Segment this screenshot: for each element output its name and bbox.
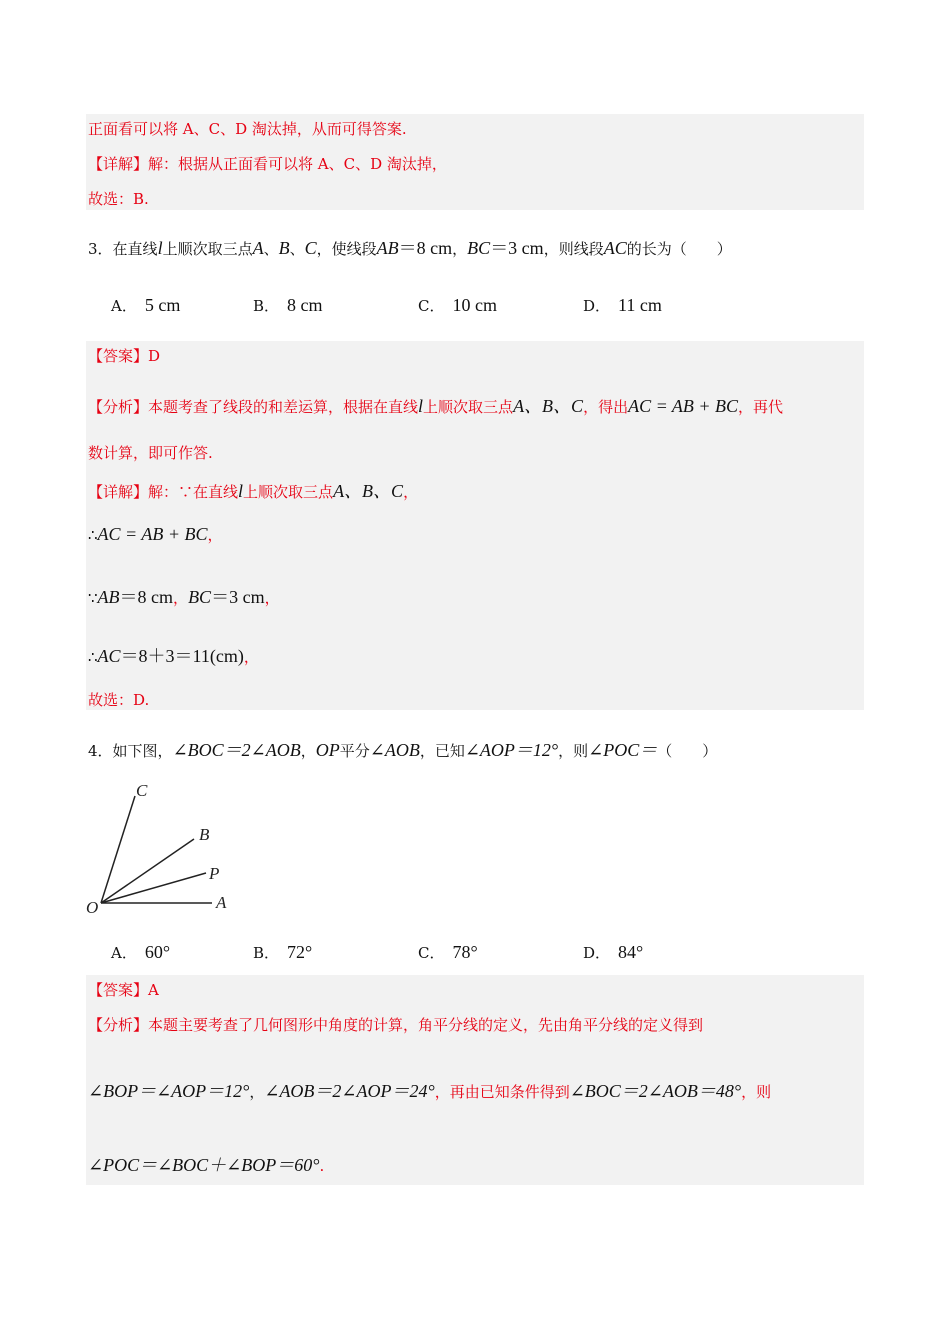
- q3-stem-a: 在直线: [112, 240, 158, 258]
- q4-f4: ∠AOP＝12°: [464, 740, 559, 760]
- q3-detail-c: ，: [403, 483, 419, 501]
- q3-detail-1: [88, 477, 418, 503]
- q3-step3-ac: AC: [97, 646, 121, 666]
- q3-step2-sep: ，: [173, 589, 189, 607]
- therefore-symbol: ∴: [88, 526, 98, 544]
- q4-sep1: ，: [300, 742, 316, 760]
- q3-option-b[interactable]: [253, 295, 323, 316]
- option-label: A．: [111, 944, 137, 962]
- q3-bc: BC: [467, 238, 491, 258]
- option-label: B．: [253, 944, 280, 962]
- q3-analysis-l: l: [418, 396, 424, 416]
- q4-analysis-2: [88, 1077, 771, 1103]
- label-o: O: [86, 898, 99, 917]
- q3-step1-formula: AC = AB + BC: [97, 524, 208, 544]
- option-value: 84°: [618, 942, 644, 962]
- q4-stem-e: （ ）: [657, 742, 718, 760]
- prev-line-2: [88, 153, 447, 174]
- q3-stem-b: 上顺次取三点: [162, 240, 253, 258]
- detail-tag: 【详解】: [88, 483, 149, 501]
- q4-option-b[interactable]: [253, 942, 312, 963]
- detail-tag: 【详解】: [88, 155, 149, 173]
- q4-a2-sep: ，: [249, 1083, 265, 1101]
- q3-detail-b: 上顺次取三点: [243, 483, 334, 501]
- q4-f2: OP: [315, 740, 340, 760]
- because-symbol: ∵: [88, 589, 98, 607]
- ray-oc: [101, 796, 135, 903]
- q3-ab-val: ＝8 cm: [398, 238, 453, 258]
- q4-a2-f3: ∠BOC＝2∠AOB＝48°: [569, 1081, 742, 1101]
- ray-ob: [101, 839, 194, 903]
- q4-analysis-3: [88, 1151, 324, 1177]
- answer-tag: 【答案】: [88, 981, 149, 999]
- q4-a3-end: .: [319, 1157, 325, 1175]
- q4-a2-f1: ∠BOP＝∠AOP＝12°: [88, 1081, 250, 1101]
- label-b: B: [199, 825, 210, 844]
- q3-stem-d: ，则线段: [543, 240, 604, 258]
- q3-stem: [88, 234, 732, 260]
- q3-stem-e: 的长为（ ）: [626, 240, 732, 258]
- q3-step2-bc-val: ＝3 cm: [211, 587, 265, 607]
- q3-option-d[interactable]: [583, 295, 662, 316]
- q3-stem-c: ，使线段: [316, 240, 377, 258]
- q3-detail-a: 解：∵在直线: [148, 483, 239, 501]
- q4-analysis-1: [88, 1014, 703, 1035]
- q4-stem-b: 平分: [339, 742, 370, 760]
- q3-step2-ab-val: ＝8 cm: [119, 587, 174, 607]
- q3-step3-expr: ＝8＋3＝11(cm): [120, 646, 244, 666]
- label-a: A: [216, 893, 227, 912]
- detail-text: 解：根据从正面看可以将 A、C、D 淘汰掉，: [148, 155, 447, 173]
- q3-analysis-pts: A、B、C: [513, 396, 584, 416]
- option-value: 10 cm: [452, 295, 497, 315]
- q4-stem-d: ，则: [558, 742, 589, 760]
- q3-pt-b: B: [278, 238, 290, 258]
- analysis-tag: 【分析】: [88, 1016, 149, 1034]
- prev-line-3: 故选：B.: [88, 190, 149, 208]
- q3-pt-c: C: [304, 238, 317, 258]
- q3-number: 3．: [88, 240, 113, 258]
- option-label: D．: [583, 297, 611, 315]
- q3-step3-end: ，: [243, 648, 259, 666]
- q3-option-a[interactable]: [111, 295, 180, 316]
- q3-sep1: 、: [263, 240, 279, 258]
- q4-answer: [88, 979, 159, 1000]
- q3-step2-ab: AB: [97, 587, 120, 607]
- option-value: 5 cm: [144, 295, 181, 315]
- q4-option-c[interactable]: [418, 942, 478, 963]
- q4-a2-mid: ，再由已知条件得到: [434, 1083, 570, 1101]
- q4-stem: [88, 736, 717, 762]
- prev-line-1: 正面看可以将 A、C、D 淘汰掉，从而可得答案.: [88, 120, 407, 138]
- label-c: C: [136, 781, 148, 800]
- ray-op: [101, 873, 206, 903]
- q4-a2-f2: ∠AOB＝2∠AOP＝24°: [264, 1081, 435, 1101]
- q3-pt-a: A: [252, 238, 264, 258]
- q4-a3-f: ∠POC＝∠BOC＋∠BOP＝60°: [88, 1155, 320, 1175]
- label-p: P: [209, 864, 220, 883]
- q3-answer: [88, 345, 160, 366]
- option-value: 78°: [452, 942, 478, 962]
- q3-analysis-a: 本题考查了线段的和差运算，根据在直线: [148, 398, 419, 416]
- q3-analysis-d: ，再代: [738, 398, 784, 416]
- q3-line-l: l: [157, 238, 163, 258]
- option-label: C．: [418, 944, 445, 962]
- q4-f5: ∠POC＝: [588, 740, 658, 760]
- q4-f1: ∠BOC＝2∠AOB: [172, 740, 301, 760]
- q3-analysis-b: 上顺次取三点: [423, 398, 514, 416]
- q4-option-d[interactable]: [583, 942, 643, 963]
- q3-step1-end: ，: [207, 526, 223, 544]
- q3-choose: 故选：D.: [88, 691, 150, 709]
- answer-value: D: [148, 347, 161, 365]
- therefore-symbol: ∴: [88, 648, 98, 666]
- q4-f3: ∠AOB: [369, 740, 420, 760]
- q4-stem-c: ，已知: [419, 742, 465, 760]
- q4-analysis-line1: 本题主要考查了几何图形中角度的计算，角平分线的定义，先由角平分线的定义得到: [148, 1016, 704, 1034]
- option-value: 8 cm: [287, 295, 323, 315]
- q3-step2-end: ，: [264, 589, 280, 607]
- option-label: B．: [253, 297, 280, 315]
- q3-sep2: 、: [289, 240, 305, 258]
- q3-step-3: [88, 642, 259, 668]
- q4-stem-a: 如下图，: [112, 742, 173, 760]
- q3-ac: AC: [603, 238, 627, 258]
- angle-figure: [80, 775, 250, 925]
- q4-option-a[interactable]: [111, 942, 170, 963]
- q3-ab: AB: [376, 238, 399, 258]
- answer-tag: 【答案】: [88, 347, 149, 365]
- q3-step-1: [88, 524, 223, 545]
- answer-value: A: [148, 981, 159, 999]
- q3-detail-l: l: [238, 481, 244, 501]
- q3-comma: ，: [452, 240, 468, 258]
- option-label: A．: [111, 297, 137, 315]
- q4-a2-end: ，则: [741, 1083, 772, 1101]
- option-label: D．: [583, 944, 611, 962]
- q3-option-c[interactable]: [418, 295, 497, 316]
- q3-bc-val: ＝3 cm: [490, 238, 544, 258]
- q3-step2-bc: BC: [188, 587, 212, 607]
- analysis-tag: 【分析】: [88, 398, 149, 416]
- q3-detail-pts: A、B、C: [333, 481, 404, 501]
- q3-analysis-formula: AC = AB + BC: [628, 396, 739, 416]
- q3-analysis-c: ，得出: [583, 398, 629, 416]
- q3-analysis-2: 数计算，即可作答.: [88, 444, 213, 462]
- option-value: 11 cm: [618, 295, 662, 315]
- q3-step-2: [88, 583, 280, 609]
- q3-analysis-1: [88, 392, 783, 418]
- q4-number: 4．: [88, 742, 113, 760]
- option-label: C．: [418, 297, 445, 315]
- option-value: 72°: [287, 942, 313, 962]
- option-value: 60°: [144, 942, 171, 962]
